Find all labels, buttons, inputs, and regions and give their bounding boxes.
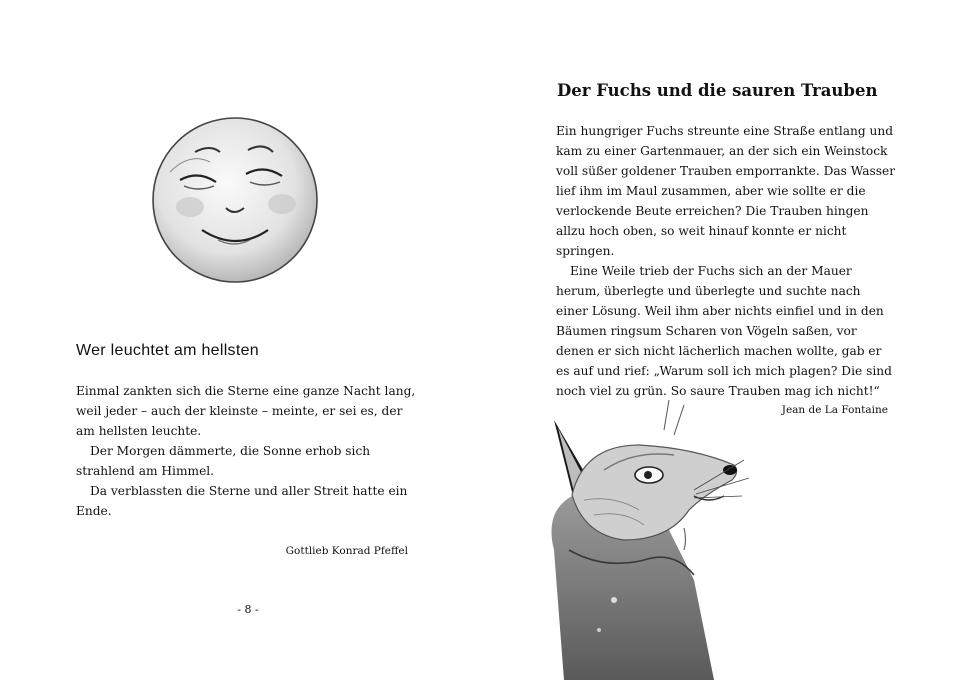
paragraph: Der Morgen dämmerte, die Sonne erhob sich strahlend am Himmel.	[76, 444, 371, 478]
paragraph: Eine Weile trieb der Fuchs sich an der Mauer herum, überlegte und überlegte und suchte nach einer Lösung. Weil ihm aber nichts einfiel und in den Bäumen ringsum Scharen von Vögeln saßen, vor denen er sich nicht lächerlich machen wollte, gab er es auf und rief: „Warum soll ich mich plagen? Die sind noch viel zu grün. So saure Trauben mag ich nicht!“	[556, 264, 892, 398]
fox-illustration	[544, 400, 774, 680]
story-title: Wer leuchtet am hellsten	[76, 342, 259, 359]
moon-face-illustration	[140, 112, 330, 292]
paragraph: Einmal zankten sich die Sterne eine ganze Nacht lang, weil jeder – auch der kleinste – meinte, er sei es, der am hellsten leuchte.	[76, 384, 416, 438]
author-name: Jean de La Fontaine	[781, 404, 888, 416]
paragraph: Ein hungriger Fuchs streunte eine Straße entlang und kam zu einer Gartenmauer, an der sich ein Weinstock voll süßer goldener Trauben emporrankte. Das Wasser lief ihm im Maul zusammen, aber wie sollte er die verlockende Beute erreichen? Die Trauben hingen allzu hoch oben, so weit hinauf konnte er nicht springen.	[556, 124, 896, 258]
author-name: Gottlieb Konrad Pfeffel	[285, 545, 408, 557]
page-number: - 8 -	[237, 603, 259, 616]
story-text	[556, 121, 896, 401]
right-page	[482, 0, 964, 680]
story-title: Der Fuchs und die sauren Trauben	[557, 81, 878, 100]
paragraph: Da verblassten die Sterne und aller Streit hatte ein Ende.	[76, 484, 408, 518]
story-text	[76, 381, 416, 521]
